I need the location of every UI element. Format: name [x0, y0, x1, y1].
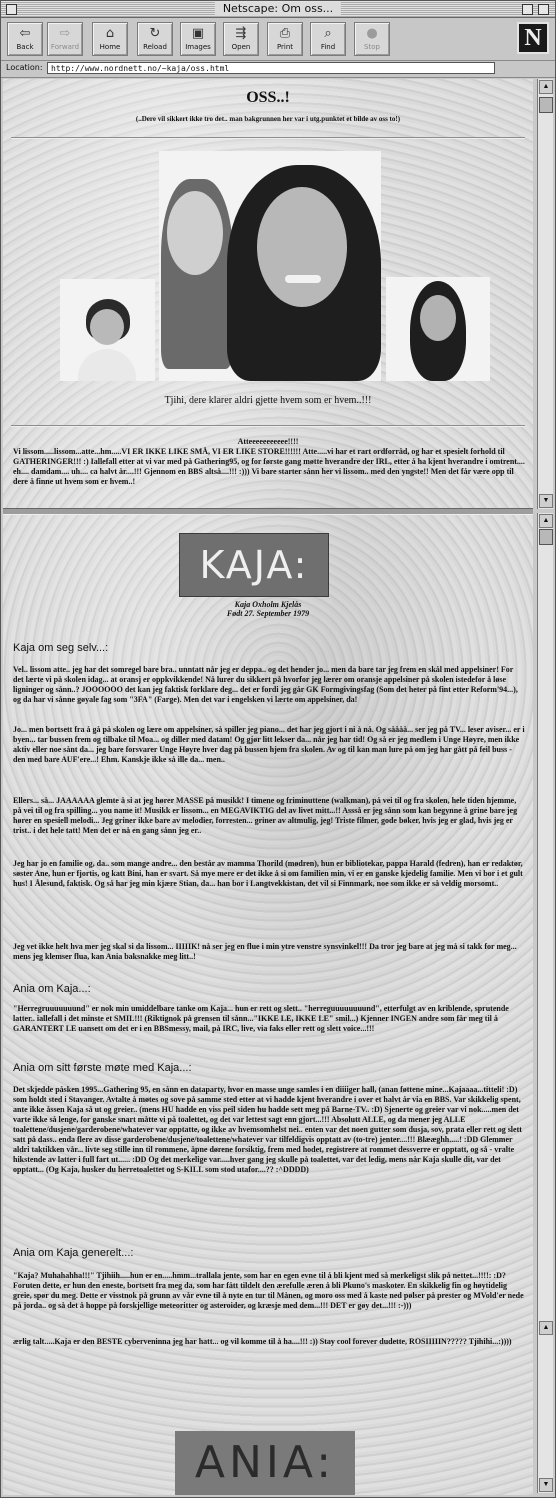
- location-bar: [1, 61, 555, 78]
- scroll-up-arrow-icon[interactable]: ▲: [539, 514, 553, 528]
- kaja-name: Kaja Oxholm Kjelås: [234, 600, 302, 609]
- kaja-logo: KAJA:: [179, 533, 329, 597]
- print-button[interactable]: ⎙ Print: [267, 22, 303, 56]
- paragraph: Ellers... så... JAAAAAA glemte å si at jeg hører MASSE på musikk! I timene og friminuttene (walkman), på vei til og fra skolen, hele tiden hjemme, på vei til og fra spilling... you name it! Musikk er lissom... en MEGAVIKTIG del av livet mitt...!! Assså er jeg sånn som kan begynne å grine bare jeg hører en spesiell melodi... Jeg griner ikke bare av melodier, forresten... griner av altmulig, jeg! Triste filmer, gode bøker, hvis jeg er glad, hvis jeg er trist.. i det hele tatt! Men det er nå en gang sånn jeg er..: [13, 796, 518, 835]
- scroll-up-arrow-icon[interactable]: ▲: [539, 1321, 553, 1335]
- photo-main: [159, 151, 381, 381]
- paragraph: Jeg vet ikke helt hva mer jeg skal si da lissom... IIIIIK! nå ser jeg en flue i min ytre venstre synsvinkel!!! Da tror jeg bare at jeg må si takk for meg... mens jeg klemser flua, kan Ania baksnakke meg litt..!: [13, 942, 517, 961]
- stop-button[interactable]: ● Stop: [354, 22, 390, 56]
- divider: [11, 137, 525, 139]
- netscape-logo[interactable]: N: [517, 22, 549, 54]
- photo-small-left: [60, 279, 155, 381]
- page-content: [3, 79, 533, 1495]
- title-bar[interactable]: [1, 1, 555, 18]
- paragraph: Jo... men bortsett fra å gå på skolen og lære om appelsiner, så spiller jeg piano... det har jeg gjort i ni å nå. Og såååå... ser jeg på TV... leser aviser... er i byen... tar bussen frem og tilbake til Moa... og diller med datam! Og gjør litt lekser da... når jeg har tid! Og så er jeg medlem i Unge Høyre, men ikke aktiv eller noe sånt da... jeg bare forsvarer Unge Høyre hver dag på bussen hjem fra skolen. Av og til kan man lure på om jeg har gått på feil buss - den med bare AUF'ere...! Ehm. Kanskje ikke så ille da... men..: [13, 725, 525, 764]
- images-button[interactable]: ▣ Images: [180, 22, 216, 56]
- top-frame-scrollbar[interactable]: [537, 79, 553, 509]
- images-icon: ▣: [191, 26, 205, 41]
- scroll-up-arrow-icon[interactable]: ▲: [539, 80, 553, 94]
- stop-icon: ●: [366, 26, 378, 41]
- collapse-box[interactable]: [538, 4, 549, 15]
- heading-kaja-self: Kaja om seg selv...:: [13, 642, 109, 654]
- back-button[interactable]: ⇦ Back: [7, 22, 43, 56]
- home-icon: ⌂: [105, 26, 115, 41]
- scroll-down-arrow-icon[interactable]: ▼: [539, 494, 553, 508]
- page-title: OSS..!: [246, 89, 290, 106]
- navigation-toolbar: [1, 18, 555, 61]
- scroll-thumb[interactable]: [539, 529, 553, 545]
- paragraph: Vel.. lissom atte.. jeg har det somregel bare bra.. unntatt når jeg er deppa.. og det hender jo... men da bare tar jeg frem en skål med appelsiner! For det lærte vi på skolen idag... at oransj er oppkvikkende! Nå lurer du sikkert på hvorfor jeg lærer om oransje appelsiner på skolen istedefor å løse ligninger og sånn..? JOOOOOO det kan jeg faktisk forklare deg... det er fordi jeg går GK Formgivingsfag (Som det heter på fint etter Reform'94...), og da har vi sånne gøyale fag som "3FA" (Farge). Men det var i engelsken vi lærte om appelsiner, da!: [13, 665, 518, 704]
- window-title: Netscape: Om oss...: [215, 2, 341, 16]
- scroll-down-arrow-icon[interactable]: ▼: [539, 1478, 553, 1492]
- scroll-thumb[interactable]: [539, 97, 553, 113]
- find-icon: ⌕: [324, 26, 332, 41]
- heading-ania-about-kaja: Ania om Kaja...:: [13, 983, 91, 995]
- home-button[interactable]: ⌂ Home: [92, 22, 128, 56]
- heading-general: Ania om Kaja generelt...:: [13, 1247, 134, 1259]
- back-arrow-icon: ⇦: [19, 26, 31, 41]
- paragraph: ærlig talt.....Kaja er den BESTE cyberveninna jeg har hatt... og vil komme til å ha....!!! :)) Stay cool forever dudette, ROSIIIIIN????? Tjihihi...:)))): [13, 1337, 512, 1346]
- location-input[interactable]: http://www.nordnett.no/~kaja/oss.html: [47, 62, 495, 74]
- print-icon: ⎙: [279, 26, 291, 41]
- divider: [11, 425, 525, 427]
- paragraph: Det skjedde påsken 1995...Gathering 95, en sånn en dataparty, hvor en masse unge samles i en diiiiger hall, (anan føttene mine...Kajaaaa...titteli! :D) som holdt sted i Stavanger. Avtalte å møtes og sove på samme sted etter at vi hadde kjent hverandre i over et halvt år via en BBS. Var skikkelig spent, ante ikke åssen Kaja så ut og greier.. (mens HU hadde en viss peil siden hu hadde sett meg på Barne-TV.. :D) Sjenerte og greier var vi nok.....men det varte ikke så lenge, for ganske snart måtte vi på toalettet, og det var lettest sagt enn gjort...!!! Absolutt ALLE, og da mener jeg ALLE toalettene/dusjene/garderobene/whatever var opptatte, og ikke av hvemsomhelst nei.. enten var det noen gutter som dusja, sov, prata eller rett og slett satt på dass.. enda flere av disse garderobene/dusjene/toalettene/whatever var tilfeldigvis opptatt av (to-tre) jenter....!!! Blææghh.....! :DD Glemmer aldri taktikken vår... livte seg stille inn til rommene, åpne dørene forsiktig, frem med hodet, registrere at rommet dessverre er opptatt, og så - vralte hikstende av latter i full fart ut...... :DD Og det merkelige var.....hver gang jeg skulle på toalettet, var det ledig, mens når Kaja skulle dit, var det opptatt... (Og Kaja, husker du herretoalettet og S-KILL som stod utafor....?? :^DDDD): [13, 1085, 522, 1174]
- photo-small-right: [386, 277, 490, 381]
- find-button[interactable]: ⌕ Find: [310, 22, 346, 56]
- location-label: Location:: [6, 63, 43, 72]
- attee-heading: Atteeeeeeeeeee!!!!: [237, 437, 299, 446]
- reload-button[interactable]: ↻ Reload: [137, 22, 173, 56]
- frame-divider[interactable]: [3, 508, 533, 515]
- open-icon: ⇶: [235, 26, 247, 41]
- reload-icon: ↻: [149, 26, 161, 41]
- paragraph: "Herregruuuuuuund" er nok min umiddelbare tanke om Kaja... hun er rett og slett.. "herreguuuuuuuund", etterfulgt av en kriblende, sprutende latter.. iallefall i det minste et SMIL!!! (Riktignok på grensen til sånn..."IKKE LE, IKKE LE" smil...) Kjenner INGEN andre som får meg til å GARANTERT LE uansett om det er i en BBSmessy, mail, på IRC, live, via faks eller rett og slett voice...!!!: [13, 1004, 509, 1033]
- forward-button[interactable]: ⇨ Forward: [47, 22, 83, 56]
- close-box[interactable]: [6, 4, 17, 15]
- kaja-birthdate: Født 27. September 1979: [226, 609, 310, 618]
- forward-arrow-icon: ⇨: [59, 26, 71, 41]
- heading-first-meeting: Ania om sitt første møte med Kaja...:: [13, 1062, 192, 1074]
- open-button[interactable]: ⇶ Open: [223, 22, 259, 56]
- paragraph: Jeg har jo en familie og, da.. som mange andre... den består av mamma Thorild (mødren), hun er bibliotekar, pappa Harald (fedren), han er redaktør, søster Ane, hun er fjortis, og katt Bini, han er svart. Så mye mere er det ikke å si om familien min, vi er en ganske kjedelig familie. Men vi bor i et gult hus! I Ålesund, faktisk. Og så har jeg min kjære Stian, da... han bor i Langtvekkistan, det vil si Finnmark, noe som ikke er så veldig morsomt..: [13, 859, 523, 888]
- bottom-frame-scrollbar[interactable]: [537, 513, 553, 1493]
- zoom-box[interactable]: [522, 4, 533, 15]
- ania-logo: ANIA:: [175, 1431, 355, 1495]
- photo-caption: Tjihi, dere klarer aldri gjette hvem som er hvem..!!!: [164, 395, 372, 406]
- intro-paragraph: Vi lissom.....lissom...atte...hm.....VI ER IKKE LIKE SMÅ, VI ER LIKE STORE!!!!!! Atte.....vi har et rart ordforråd, og har et spesielt forhold til GATHERINGER!!! :) Iallefall etter at vi var med på Gathering95, og for første gang møtte hverandre der IRL, etter å ha kjent hverandre i omtrent.... eh.... damdam.... uh.... ca halvt år....!!! Gjennom en BBS altså....!!! :))) Vi bare starter sånn her vi lissom.. med den yngste!! Men det får være opp til dere å finne ut hvem som er hvem..!: [13, 447, 525, 486]
- paragraph: "Kaja? Muhahahha!!!" Tjihiih.....hun er en.....hmm...trallala jente, som har en egen evne til å bli kjent med så merkeligst slik på nettet...!!!!: :D? Foruten dette, er hun den eneste, bortsett fra meg da, som har fått tildelt den ærefulle æren å bli Pkuno's maskoter. En skikkelig fin og høytidelig greie, spør du meg. Dette er visstnok på grunn av vår evne til å nyte en tur til Månen, og moro oss med å kaste ned pølser på prester og MVold'er nede på jorda.. og så det å hoppe på forskjellige meteoritter og asteroider, og kræsje med dem...!!! DET er gøy det...!!! :-))): [13, 1271, 524, 1310]
- page-subtitle: (..Dere vil sikkert ikke tro det.. man bakgrunnen her var i utg.punktet et bilde av oss to!): [135, 115, 401, 123]
